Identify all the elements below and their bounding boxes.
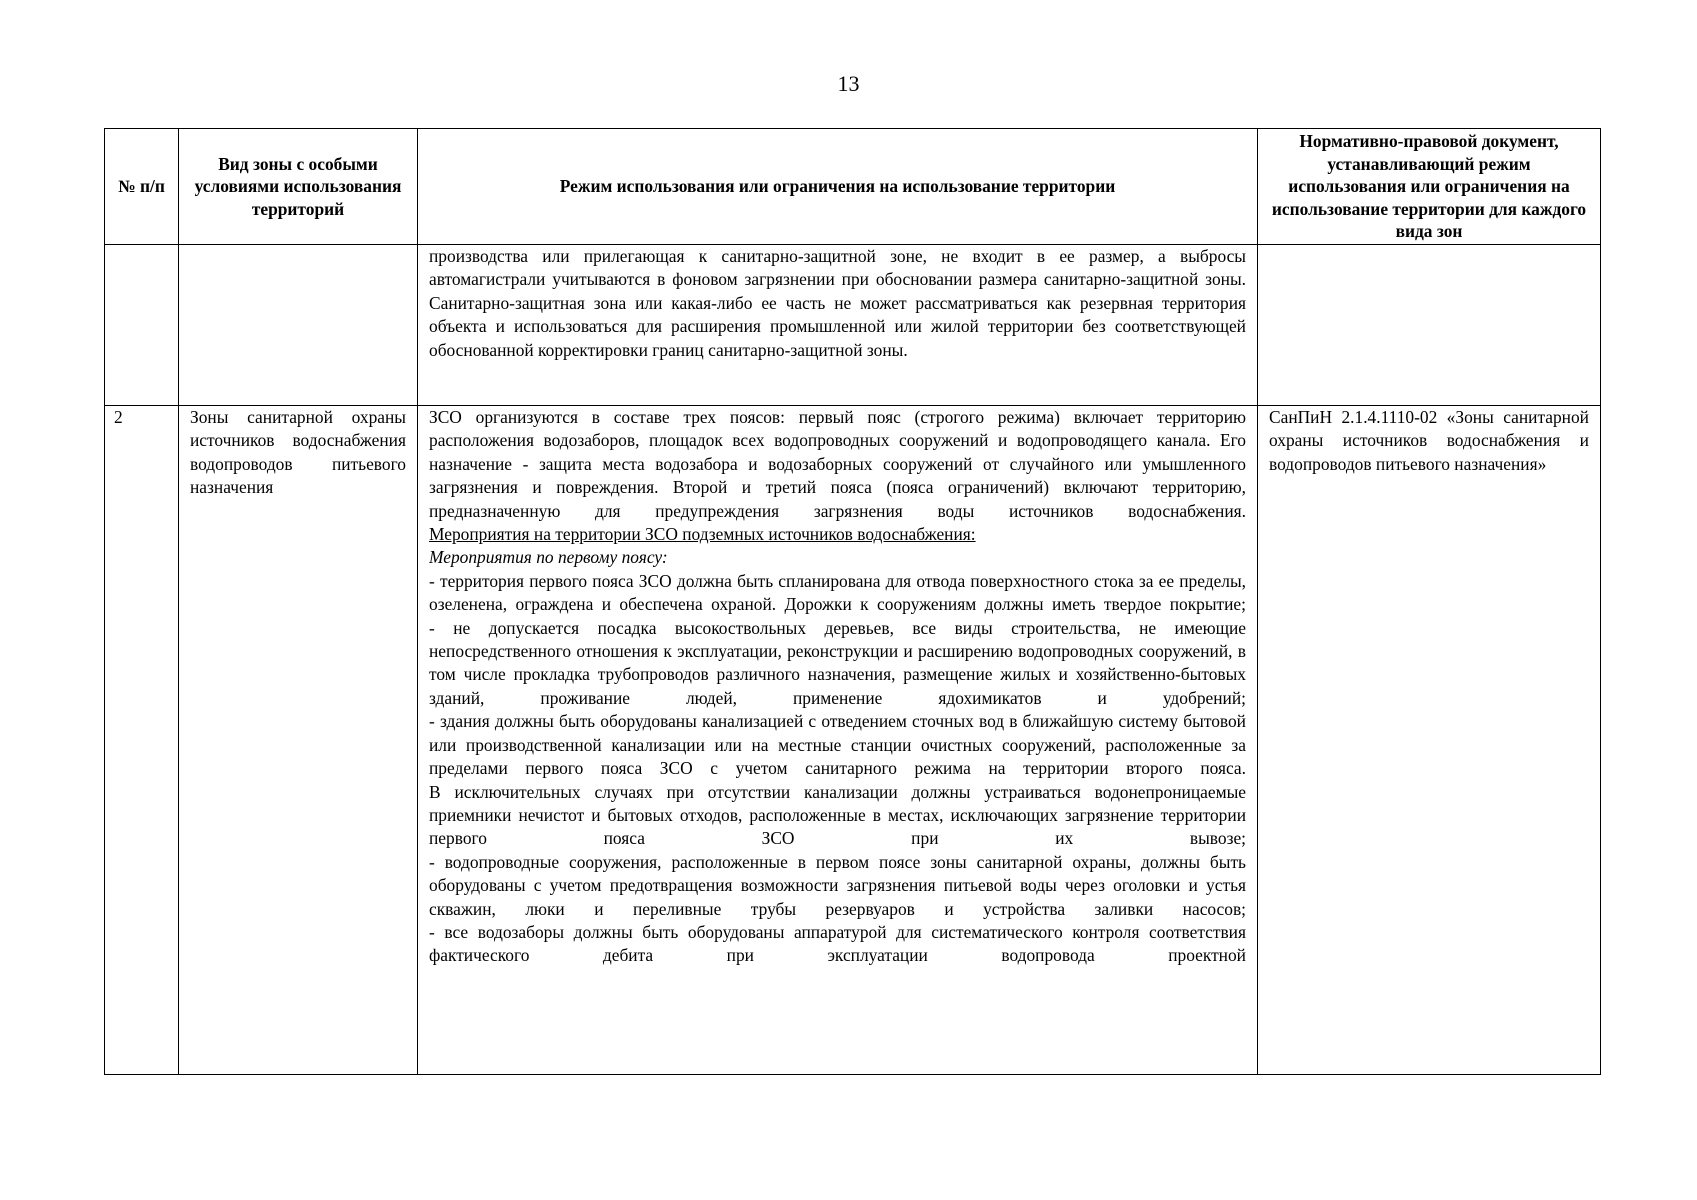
regime-subheading: Мероприятия по первому поясу:: [429, 547, 668, 568]
regime-intro: ЗСО организуются в составе трех поясов: первый пояс (строгого режима) включает территорию расположения водозаборов, площадок всех водопроводных сооружений и водопроводящего канала. Его назначение - защита места водозабора и водозаборных сооружений от случайного или умышленного загрязнения и повреждения. Второй и третий пояса (пояса ограничений) включают территорию, предназначенную для предупреждения загрязнения воды источников водоснабжения.: [429, 407, 1246, 521]
cell-zone-type: [179, 406, 418, 1075]
header-regime: Режим использования или ограничения на использование территории: [418, 129, 1258, 245]
regime-item: - водопроводные сооружения, расположенные в первом поясе зоны санитарной охраны, должны быть оборудованы с учетом предотвращения возможности загрязнения питьевой воды через оголовки и устья скважин, люки и переливные трубы резервуаров и устройства заливки насосов;: [429, 851, 1246, 919]
regime-paragraph: Санитарно-защитная зона или какая-либо ее часть не может рассматриваться как резервная территория объекта и использоваться для расширения промышленной или жилой территории без соответствующей обоснованной корректировки границ санитарно-защитной зоны.: [429, 292, 1246, 360]
regime-item: - не допускается посадка высокоствольных деревьев, все виды строительства, не имеющие непосредственного отношения к эксплуатации, реконструкции и расширению водопроводных сооружений, в том числе прокладка трубопроводов различного назначения, размещение жилых и хозяйственно-бытовых зданий, проживание людей, применение ядохимикатов и удобрений;: [429, 617, 1246, 708]
zones-table: [104, 128, 1601, 1075]
cell-num: 2: [105, 406, 179, 1075]
regime-heading: Мероприятия на территории ЗСО подземных источников водоснабжения:: [429, 524, 976, 545]
regime-item: В исключительных случаях при отсутствии канализации должны устраиваться водонепроницаемые приемники нечистот и бытовых отходов, расположенные в местах, исключающих загрязнение территории первого пояса ЗСО при их вывозе;: [429, 781, 1246, 849]
page-number: 13: [837, 71, 860, 96]
table-header-row: [105, 129, 1601, 245]
table-row: [105, 245, 1601, 406]
cell-document: [1258, 245, 1601, 406]
cell-zone-type: [179, 245, 418, 406]
regime-item: - здания должны быть оборудованы канализацией с отведением сточных вод в ближайшую систему бытовой или производственной канализации или на местные станции очистных сооружений, расположенные за пределами первого пояса ЗСО с учетом санитарного режима на территории второго пояса.: [429, 711, 1246, 779]
document-text: СанПиН 2.1.4.1110-02 «Зоны санитарной охраны источников водоснабжения и водопроводов питьевого назначения»: [1269, 407, 1589, 474]
regime-paragraph: производства или прилегающая к санитарно-защитной зоне, не входит в ее размер, а выбросы автомагистрали учитываются в фоновом загрязнении при обосновании размера санитарно-защитной зоны.: [429, 246, 1246, 290]
zone-type-text: Зоны санитарной охраны источников водоснабжения водопроводов питьевого назначения: [190, 407, 406, 498]
header-zone-type: Вид зоны с особыми условиями использования территорий: [179, 129, 418, 245]
cell-regime: [418, 245, 1258, 406]
regime-item: - территория первого пояса ЗСО должна быть спланирована для отвода поверхностного стока за ее пределы, озеленена, ограждена и обеспечена охраной. Дорожки к сооружениям должны иметь твердое покрытие;: [429, 570, 1246, 615]
regime-item: - все водозаборы должны быть оборудованы аппаратурой для систематического контроля соответствия фактического дебита при эксплуатации водопровода проектной: [429, 921, 1246, 966]
cell-regime: [418, 406, 1258, 1075]
cell-document: [1258, 406, 1601, 1075]
header-num: № п/п: [105, 129, 179, 245]
header-document: Нормативно-правовой документ, устанавливающий режим использования или ограничения на использование территории для каждого вида зон: [1258, 129, 1601, 245]
table-row: [105, 406, 1601, 1075]
cell-num: [105, 245, 179, 406]
